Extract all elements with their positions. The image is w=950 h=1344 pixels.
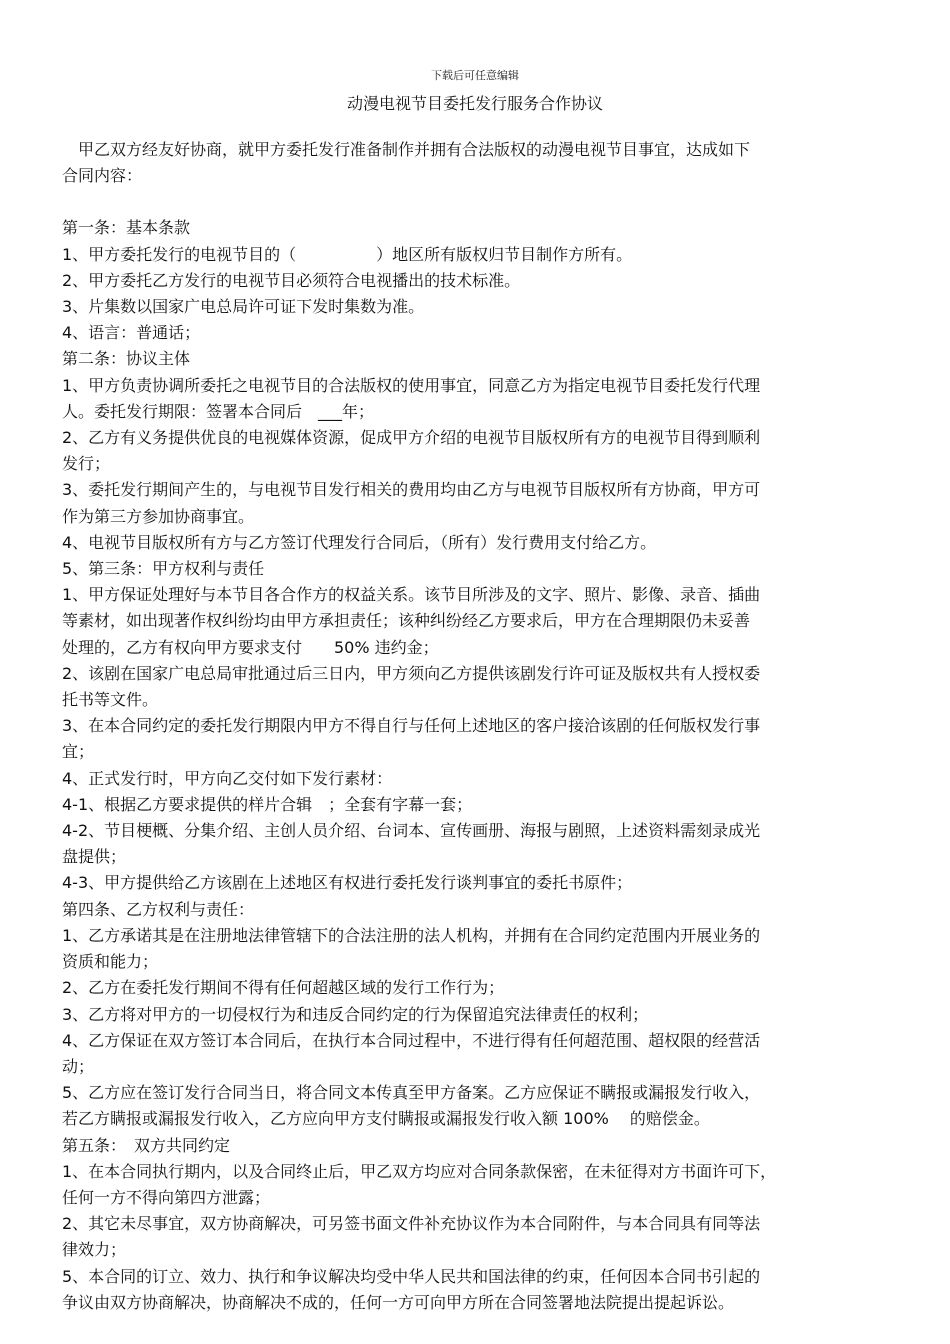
text-line: 3、委托发行期间产生的，与电视节目发行相关的费用均由乙方与电视节目版权所有方协商，甲方可 xyxy=(62,480,761,500)
text-line: 4-1、根据乙方要求提供的样片合辑 ；全套有字幕一套； xyxy=(62,794,473,814)
text-line: 1、甲方保证处理好与本节目各合作方的权益关系。该节目所涉及的文字、照片、影像、录音、插曲 xyxy=(62,585,761,605)
text-line: 争议由双方协商解决，协商解决不成的，任何一方可向甲方所在合同签署地法院提出提起诉讼。 xyxy=(62,1292,735,1312)
text-line: 2、其它未尽事宜，双方协商解决，可另签书面文件补充协议作为本合同附件，与本合同具有同等法 xyxy=(62,1214,761,1234)
text-line: 等素材，如出现著作权纠纷均由甲方承担责任；该种纠纷经乙方要求后，甲方在合理期限仍未妥善 xyxy=(62,611,751,631)
section-heading: 第五条： 双方共同约定 xyxy=(62,1135,231,1155)
text-line: 任何一方不得向第四方泄露； xyxy=(62,1187,271,1207)
text-line: 律效力； xyxy=(62,1240,127,1260)
section-heading: 5、第三条：甲方权利与责任 xyxy=(62,559,265,579)
section-heading: 第二条：协议主体 xyxy=(62,349,191,369)
text-line: 2、该剧在国家广电总局审批通过后三日内，甲方须向乙方提供该剧发行许可证及版权共有人授权委 xyxy=(62,663,761,683)
text-line: 4、电视节目版权所有方与乙方签订代理发行合同后，（所有）发行费用支付给乙方。 xyxy=(62,532,657,552)
text-line: 作为第三方参加协商事宜。 xyxy=(62,506,255,526)
text-line: 3、片集数以国家广电总局许可证下发时集数为准。 xyxy=(62,297,425,317)
text-line: 盘提供； xyxy=(62,847,127,867)
text-line: 动； xyxy=(62,1056,95,1076)
text-line: 4、乙方保证在双方签订本合同后，在执行本合同过程中，不进行得有任何超范围、超权限的经营活 xyxy=(62,1030,761,1050)
text-line: 人。委托发行期限：签署本合同后 ___年； xyxy=(62,401,375,421)
text-line: 5、乙方应在签订发行合同当日，将合同文本传真至甲方备案。乙方应保证不瞒报或漏报发行收入， xyxy=(62,1083,761,1103)
text-line: 1、乙方承诺其是在注册地法律管辖下的合法注册的法人机构，并拥有在合同约定范围内开展业务的 xyxy=(62,925,761,945)
text-line: 3、在本合同约定的委托发行期限内甲方不得自行与任何上述地区的客户接洽该剧的任何版权发行事 xyxy=(62,716,761,736)
text-line: 托书等文件。 xyxy=(62,690,159,710)
text-line: 1、甲方委托发行的电视节目的（ ）地区所有版权归节目制作方所有。 xyxy=(62,244,633,264)
header-note: 下载后可任意编辑 xyxy=(431,69,519,82)
text-line: 合同内容： xyxy=(62,166,143,186)
text-line: 甲乙双方经友好协商，就甲方委托发行准备制作并拥有合法版权的动漫电视节目事宜，达成如下 xyxy=(62,140,751,159)
text-line: 4-3、甲方提供给乙方该剧在上述地区有权进行委托发行谈判事宜的委托书原件； xyxy=(62,873,633,893)
blank-line xyxy=(62,189,892,215)
text-line: 1、甲方负责协调所委托之电视节目的合法版权的使用事宜，同意乙方为指定电视节目委托发行代理 xyxy=(62,375,761,395)
text-line: 2、甲方委托乙方发行的电视节目必须符合电视播出的技术标准。 xyxy=(62,270,521,290)
text-line: 发行； xyxy=(62,454,111,474)
text-line: 5、本合同的订立、效力、执行和争议解决均受中华人民共和国法律的约束，任何因本合同书引起的 xyxy=(62,1266,761,1286)
text-line: 宜； xyxy=(62,742,95,762)
text-line: 3、乙方将对甲方的一切侵权行为和违反合同约定的行为保留追究法律责任的权利； xyxy=(62,1004,649,1024)
document-body xyxy=(62,137,892,1316)
section-heading: 第一条：基本条款 xyxy=(62,218,191,238)
text-line: 4-2、节目梗概、分集介绍、主创人员介绍、台词本、宣传画册、海报与剧照，上述资料需刻录成光 xyxy=(62,821,761,841)
text-line: 4、语言：普通话； xyxy=(62,323,201,343)
text-line: 资质和能力； xyxy=(62,952,159,972)
text-line: 4、正式发行时，甲方向乙交付如下发行素材： xyxy=(62,768,393,788)
text-line: 1、在本合同执行期内，以及合同终止后，甲乙双方均应对合同条款保密，在未征得对方书面许可下， xyxy=(62,1161,777,1181)
document-title: 动漫电视节目委托发行服务合作协议 xyxy=(346,94,603,113)
text-line: 处理的，乙方有权向甲方要求支付 50% 违约金； xyxy=(62,637,439,657)
text-line: 若乙方瞒报或漏报发行收入，乙方应向甲方支付瞒报或漏报发行收入额 100% 的赔偿金。 xyxy=(62,1109,710,1129)
section-heading: 第四条、乙方权利与责任： xyxy=(62,899,255,919)
text-line: 2、乙方在委托发行期间不得有任何超越区域的发行工作行为； xyxy=(62,978,505,998)
text-line: 2、乙方有义务提供优良的电视媒体资源，促成甲方介绍的电视节目版权所有方的电视节目得到顺利 xyxy=(62,428,761,448)
